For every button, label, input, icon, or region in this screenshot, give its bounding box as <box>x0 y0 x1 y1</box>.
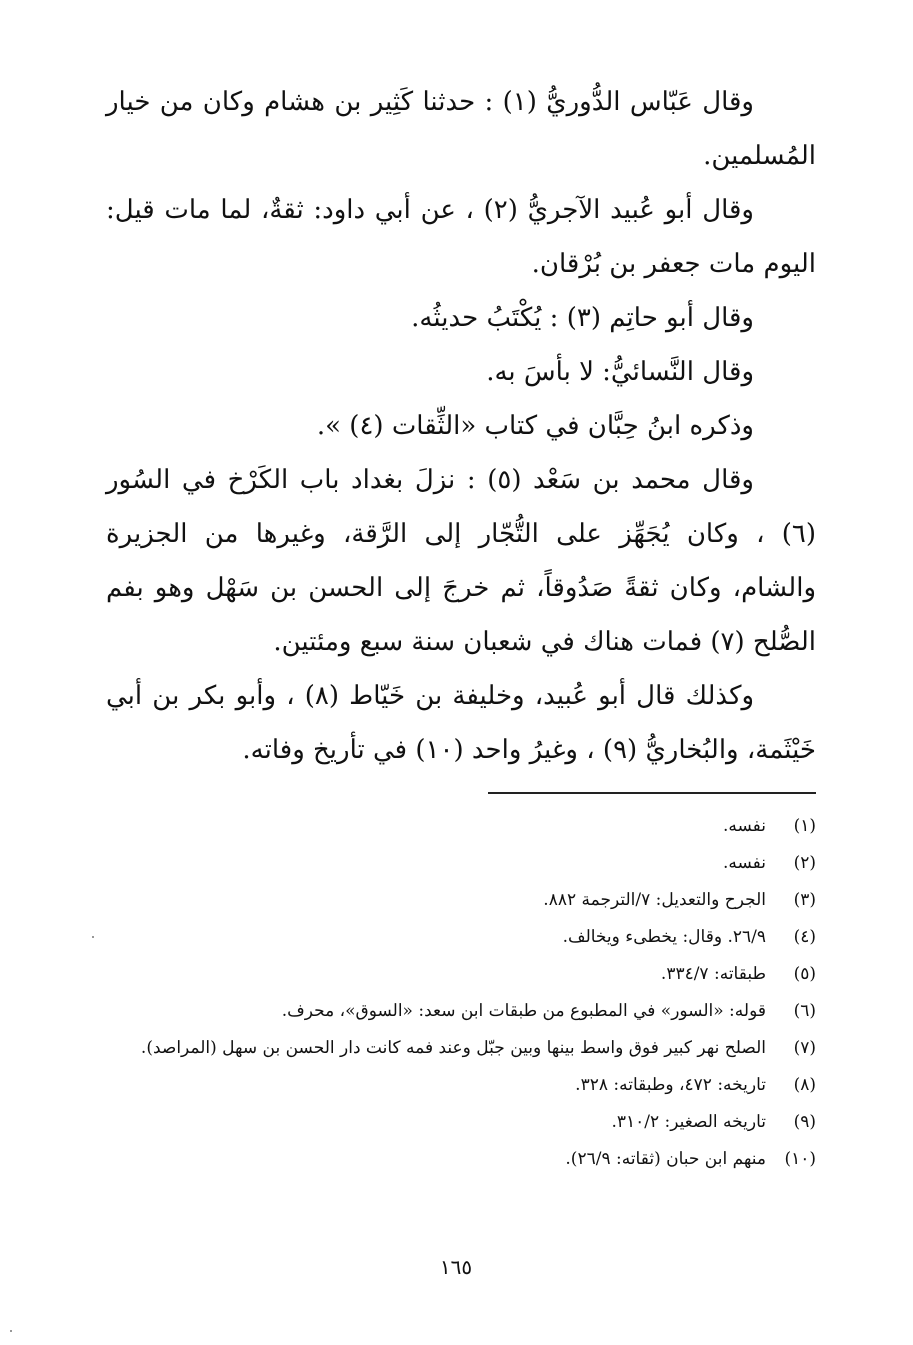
footnote-number: (٦) <box>793 1001 816 1021</box>
footnote-text: الجرح والتعديل: ٧/الترجمة ٨٨٢. <box>543 890 766 910</box>
footnote-item <box>106 960 816 989</box>
paragraph-nasai: وقال النَّسائيُّ: لا بأسَ به. <box>486 357 754 387</box>
footnote-text: طبقاته: ٣٣٤/٧. <box>660 964 766 984</box>
paragraph-abu-ubaid-alajurri: وقال أبو عُبيد الآجريُّ (٢) ، عن أبي داود: ثقةٌ، لما مات قيل: اليوم مات جعفر بن بُرْقان. <box>106 195 816 279</box>
footnote-number: (١٠) <box>784 1149 816 1169</box>
footnote-item <box>106 849 816 878</box>
footnote-number: (١) <box>793 816 816 836</box>
footnote-item <box>106 1034 816 1063</box>
footnote-number: (٥) <box>793 964 816 984</box>
footnote-number: (٣) <box>793 890 816 910</box>
footnote-divider <box>488 792 816 794</box>
footnote-text: الصلح نهر كبير فوق واسط بينها وبين جبّل وعند فمه كانت دار الحسن بن سهل (المراصد). <box>140 1038 766 1058</box>
footnote-item <box>106 1108 816 1137</box>
scan-speck <box>92 936 94 938</box>
footnote-text: نفسه. <box>722 816 766 836</box>
footnote-item <box>106 886 816 915</box>
footnote-item <box>106 923 816 952</box>
paragraph-death-date: وكذلك قال أبو عُبيد، وخليفة بن خَيّاط (٨) ، وأبو بكر بن أبي خَيْثَمة، والبُخاريُّ (٩) ، وغيرُ واحد (١٠) في تأريخ وفاته. <box>106 681 816 765</box>
paragraph-abu-hatim: وقال أبو حاتِم (٣) : يُكْتَبُ حديثُه. <box>411 303 754 333</box>
page-number: ١٦٥ <box>439 1255 473 1279</box>
footnote-text: ٢٦/٩. وقال: يخطىء ويخالف. <box>562 927 766 947</box>
footnotes-block <box>106 812 816 1182</box>
paragraph-ibn-sad: وقال محمد بن سَعْد (٥) : نزلَ بغداد باب الكَرْخ في السُور (٦) ، وكان يُجَهِّز على التُّجّار إلى الرَّقة، وغيرها من الجزيرة والشام، وكان ثقةً صَدُوقاً، ثم خرجَ إلى الحسن بن سَهْل وهو بفم الصُّلح (٧) فمات هناك في شعبان سنة سبع ومئتين. <box>106 465 816 657</box>
footnote-text: تاريخه الصغير: ٣١٠/٢. <box>611 1112 766 1132</box>
paragraph-abbas-alduri: وقال عَبّاس الدُّوريُّ (١) : حدثنا كَثِير بن هشام وكان من خيار المُسلمين. <box>106 87 816 171</box>
footnote-number: (٨) <box>793 1075 816 1095</box>
footnote-text: نفسه. <box>722 853 766 873</box>
footnote-text: تاريخه: ٤٧٢، وطبقاته: ٣٢٨. <box>575 1075 766 1095</box>
paragraph-ibn-hibban: وذكره ابنُ حِبَّان في كتاب «الثِّقات (٤) ». <box>316 411 754 441</box>
footnote-item <box>106 1071 816 1100</box>
footnote-number: (٢) <box>793 853 816 873</box>
footnote-text: قوله: «السور» في المطبوع من طبقات ابن سعد: «السوق»، محرف. <box>281 1001 766 1021</box>
footnote-number: (٤) <box>793 927 816 947</box>
footnote-number: (٧) <box>793 1038 816 1058</box>
scan-speck <box>10 1330 12 1332</box>
main-text-block <box>106 75 816 777</box>
footnote-number: (٩) <box>793 1112 816 1132</box>
footnote-item <box>106 812 816 841</box>
footnote-item <box>106 1145 816 1174</box>
footnote-text: منهم ابن حبان (ثقاته: ٢٦/٩). <box>565 1149 766 1169</box>
footnote-item <box>106 997 816 1026</box>
